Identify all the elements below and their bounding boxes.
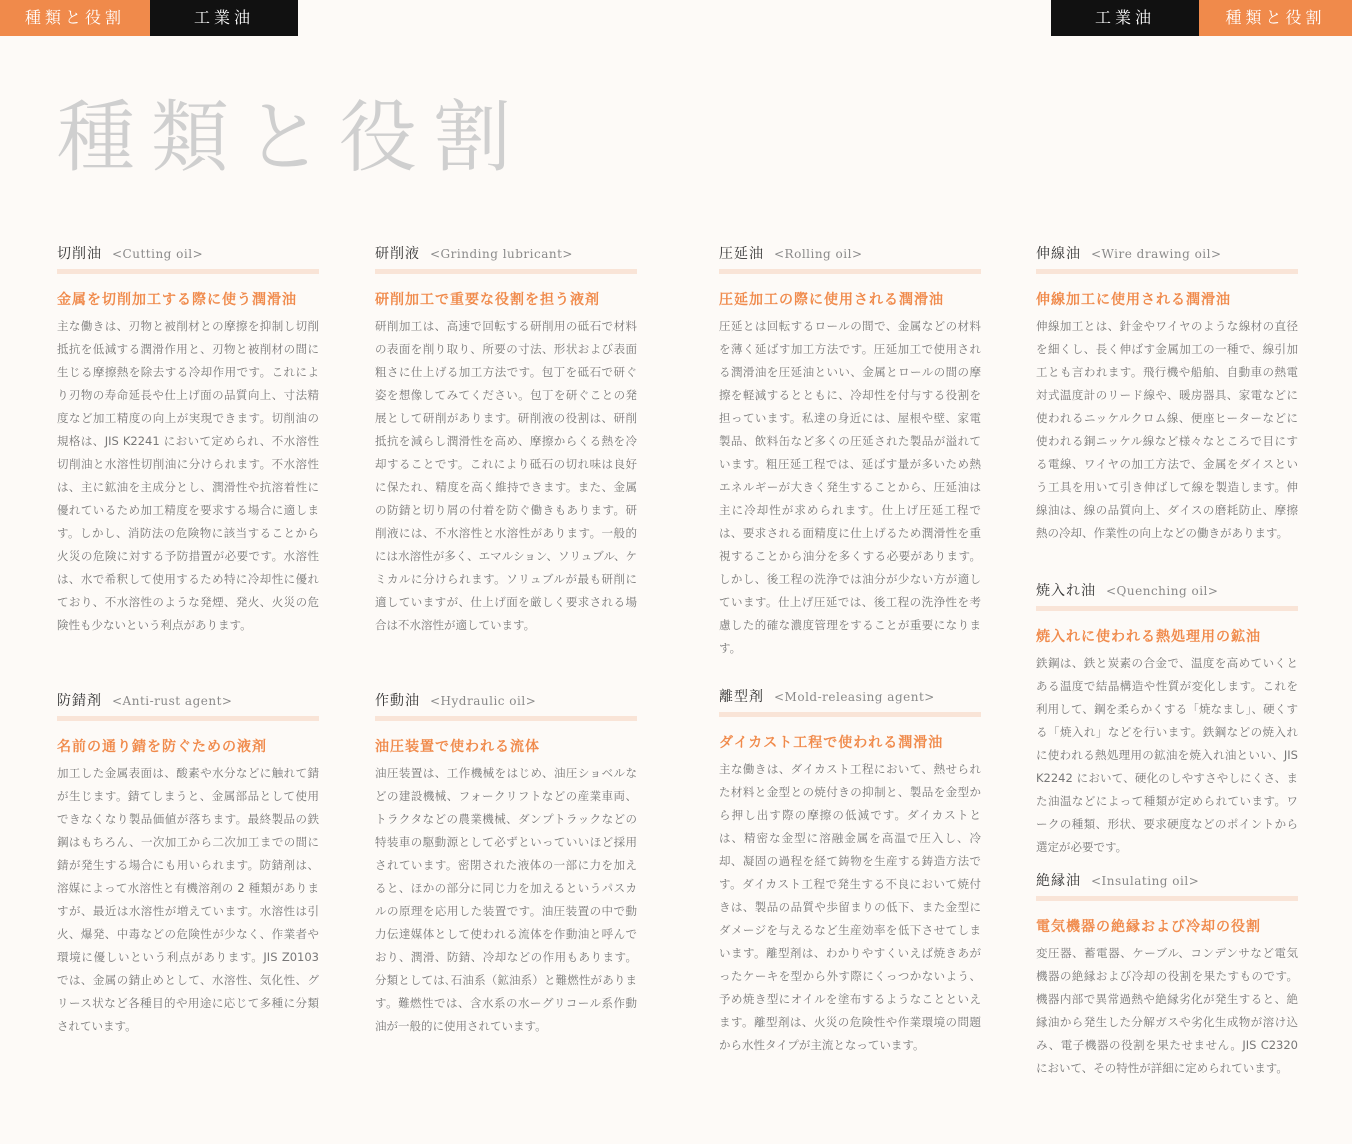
section-title-en: <Wire drawing oil> xyxy=(1091,247,1222,261)
section-quenching-oil xyxy=(1036,580,1298,859)
section-title-ja: 焼入れ油 xyxy=(1036,583,1096,599)
section-body: 加工した金属表面は、酸素や水分などに触れて錆が生じます。錆てしまうと、金属部品として使用できなくなり製品価値が落ちます。最終製品の鉄鋼はもちろん、一次加工から二次加工までの間に錆が発生する場合にも用いられます。防錆剤は、溶媒によって水溶性と有機溶剤の 2 種類がありますが、最近は水溶性が増えています。水溶性は引火、爆発、中毒などの危険性が少なく、作業者や環境に優しいという利点があります。JIS Z0103 では、金属の錆止めとして、水溶性、気化性、グリース状など各種目的や用途に応じて多種に分類されています。 xyxy=(57,766,319,1033)
section-title-ja: 作動油 xyxy=(375,693,420,709)
section-body: 変圧器、蓄電器、ケーブル、コンデンサなど電気機器の絶縁および冷却の役割を果たすものです。機器内部で異常過熱や絶縁劣化が発生すると、絶縁油から発生した分解ガスや劣化生成物が溶け込み、電子機器の役割を果たせません。JIS C2320において、その特性が詳細に定められています。 xyxy=(1036,946,1298,1075)
section-body: 研削加工は、高速で回転する研削用の砥石で材料の表面を削り取り、所要の寸法、形状および表面粗さに仕上げる加工方法です。包丁を砥石で研ぐ姿を想像してみてください。包丁を研ぐことの発展として研削があります。研削液の役割は、研削抵抗を減らし潤滑性を高め、摩擦からくる熱を冷却することです。これにより砥石の切れ味は良好に保たれ、精度を高く維持できます。また、金属の防錆と切り屑の付着を防ぐ働きもあります。研削液には、不水溶性と水溶性があります。一般的には水溶性が多く、エマルション、ソリュブル、ケミカルに分けられます。ソリュブルが最も研削に適していますが、仕上げ面を厳しく要求される場合は不水溶性が適しています。 xyxy=(375,319,637,632)
section-title-ja: 防錆剤 xyxy=(57,693,102,709)
section-subtitle: 圧延加工の際に使用される潤滑油 xyxy=(719,292,944,308)
tab-industrial-oil-right[interactable]: 工業油 xyxy=(1051,0,1199,36)
section-subtitle: 焼入れに使われる熱処理用の鉱油 xyxy=(1036,629,1261,645)
section-subtitle: 油圧装置で使われる流体 xyxy=(375,739,540,755)
section-body: 伸線加工とは、針金やワイヤのような線材の直径を細くし、長く伸ばす金属加工の一種で、線引加工とも言われます。飛行機や船舶、自動車の熱電対式温度計のリード線や、暖房器具、家電などに使われるニッケルクロム線、便座ヒーターなどに使われる銅ニッケル線など様々なところで目にする電線、ワイヤの加工方法で、金属をダイスという工具を用いて引き伸ばして線を製造します。伸線油は、線の品質向上、ダイスの磨耗防止、摩擦熱の冷却、作業性の向上などの働きがあります。 xyxy=(1036,319,1298,540)
section-body: 主な働きは、ダイカスト工程において、熱せられた材料と金型との焼付きの抑制と、製品を金型から押し出す際の摩擦の低減です。ダイカストとは、精密な金型に溶融金属を高温で圧入し、冷却、凝固の過程を経て鋳物を生産する鋳造方法です。ダイカスト工程で発生する不良において焼付きは、製品の品質や歩留まりの低下、また金型にダメージを与えるなど生産効率を低下させてしまいます。離型剤は、わかりやすくいえば焼きあがったケーキを型から外す際にくっつかないよう、予め焼き型にオイルを塗布するようなことといえます。離型剤は、火災の危険性や作業環境の問題から水性タイプが主流となっています。 xyxy=(719,762,981,1052)
section-body: 圧延とは回転するロールの間で、金属などの材料を薄く延ばす加工方法です。圧延加工で使用される潤滑油を圧延油といい、金属とロールの間の摩擦を軽減するとともに、冷却性を付与する役割を担っています。私達の身近には、屋根や壁、家電製品、飲料缶など多くの圧延された製品が溢れています。粗圧延工程では、延ばす量が多いため熱エネルギーが大きく発生することから、圧延油は主に冷却性が求められます。仕上げ圧延工程では、要求される面精度に仕上げるため潤滑性を重視することから油分を多くする必要があります。しかし、後工程の洗浄では油分が少ない方が適しています。仕上げ圧延では、後工程の洗浄性を考慮した的確な濃度管理をすることが重要になります。 xyxy=(719,319,981,655)
section-title-ja: 離型剤 xyxy=(719,689,764,705)
section-heading xyxy=(1036,870,1298,901)
tab-industrial-oil-left[interactable]: 工業油 xyxy=(150,0,298,36)
section-subtitle: 名前の通り錆を防ぐための液剤 xyxy=(57,739,267,755)
section-subtitle: 伸線加工に使用される潤滑油 xyxy=(1036,292,1231,308)
section-title-ja: 絶縁油 xyxy=(1036,873,1081,889)
section-mold-releasing-agent xyxy=(719,686,981,1057)
tab-types-and-roles-left[interactable]: 種類と役割 xyxy=(0,0,150,36)
section-wire-drawing-oil xyxy=(1036,243,1298,545)
section-hydraulic-oil xyxy=(375,690,637,1038)
section-title-ja: 伸線油 xyxy=(1036,246,1081,262)
section-heading xyxy=(375,243,637,274)
section-title-en: <Mold-releasing agent> xyxy=(774,690,935,704)
section-title-en: <Rolling oil> xyxy=(774,247,863,261)
section-subtitle: 電気機器の絶縁および冷却の役割 xyxy=(1036,919,1261,935)
section-heading xyxy=(1036,580,1298,611)
section-heading xyxy=(1036,243,1298,274)
section-anti-rust-agent xyxy=(57,690,319,1038)
section-title-en: <Anti-rust agent> xyxy=(112,694,233,708)
section-subtitle: 研削加工で重要な役割を担う液剤 xyxy=(375,292,600,308)
section-title-en: <Grinding lubricant> xyxy=(430,247,573,261)
section-body: 主な働きは、刃物と被削材との摩擦を抑制し切削抵抗を低減する潤滑作用と、刃物と被削材の間に生じる摩擦熱を除去する冷却作用です。これにより刃物の寿命延長や仕上げ面の品質向上、寸法精度など加工精度の向上が実現できます。切削油の規格は、JIS K2241 において定められ、不水溶性切削油と水溶性切削油に分けられます。不水溶性は、主に鉱油を主成分とし、潤滑性や抗溶着性に優れているため加工精度を要求する場合に適します。しかし、消防法の危険物に該当することから火災の危険に対する予防措置が必要です。水溶性は、水で希釈して使用するため特に冷却性に優れており、不水溶性のような発煙、発火、火災の危険性も少ないという利点があります。 xyxy=(57,319,319,632)
section-title-ja: 研削液 xyxy=(375,246,420,262)
page-title: 種類と役割 xyxy=(57,93,528,183)
section-insulating-oil xyxy=(1036,870,1298,1080)
section-heading xyxy=(375,690,637,721)
section-title-en: <Hydraulic oil> xyxy=(430,694,537,708)
section-title-en: <Insulating oil> xyxy=(1091,874,1200,888)
tab-types-and-roles-right[interactable]: 種類と役割 xyxy=(1199,0,1352,36)
section-heading xyxy=(719,686,981,717)
section-grinding-lubricant xyxy=(375,243,637,637)
section-heading xyxy=(57,243,319,274)
section-title-en: <Cutting oil> xyxy=(112,247,204,261)
section-title-ja: 圧延油 xyxy=(719,246,764,262)
section-body: 油圧装置は、工作機械をはじめ、油圧ショベルなどの建設機械、フォークリフトなどの産業車両、トラクタなどの農業機械、ダンプトラックなどの特装車の駆動源として必ずといっていいほど採用されています。密閉された液体の一部に力を加えると、ほかの部分に同じ力を加えるというパスカルの原理を応用した装置です。油圧装置の中で動力伝達媒体として使われる流体を作動油と呼んでおり、潤滑、防錆、冷却などの作用もあります。分類としては､石油系（鉱油系）と難燃性があります。難燃性では、含水系の水ーグリコール系作動油が一般的に使用されています。 xyxy=(375,766,637,1033)
section-cutting-oil xyxy=(57,243,319,637)
section-heading xyxy=(719,243,981,274)
section-subtitle: ダイカスト工程で使われる潤滑油 xyxy=(719,735,944,751)
section-subtitle: 金属を切削加工する際に使う潤滑油 xyxy=(57,292,297,308)
section-heading xyxy=(57,690,319,721)
section-body: 鉄鋼は、鉄と炭素の合金で、温度を高めていくとある温度で結晶構造や性質が変化します。これを利用して、鋼を柔らかくする「焼なまし」、硬くする「焼入れ」などを行います。鉄鋼などの焼入れに使われる熱処理用の鉱油を焼入れ油といい、JIS K2242 において、硬化のしやすさやしにくさ、また油温などによって種類が定められています。ワークの種類、形状、要求硬度などのポイントから選定が必要です。 xyxy=(1036,656,1298,854)
section-title-en: <Quenching oil> xyxy=(1106,584,1219,598)
section-title-ja: 切削油 xyxy=(57,246,102,262)
section-rolling-oil xyxy=(719,243,981,660)
